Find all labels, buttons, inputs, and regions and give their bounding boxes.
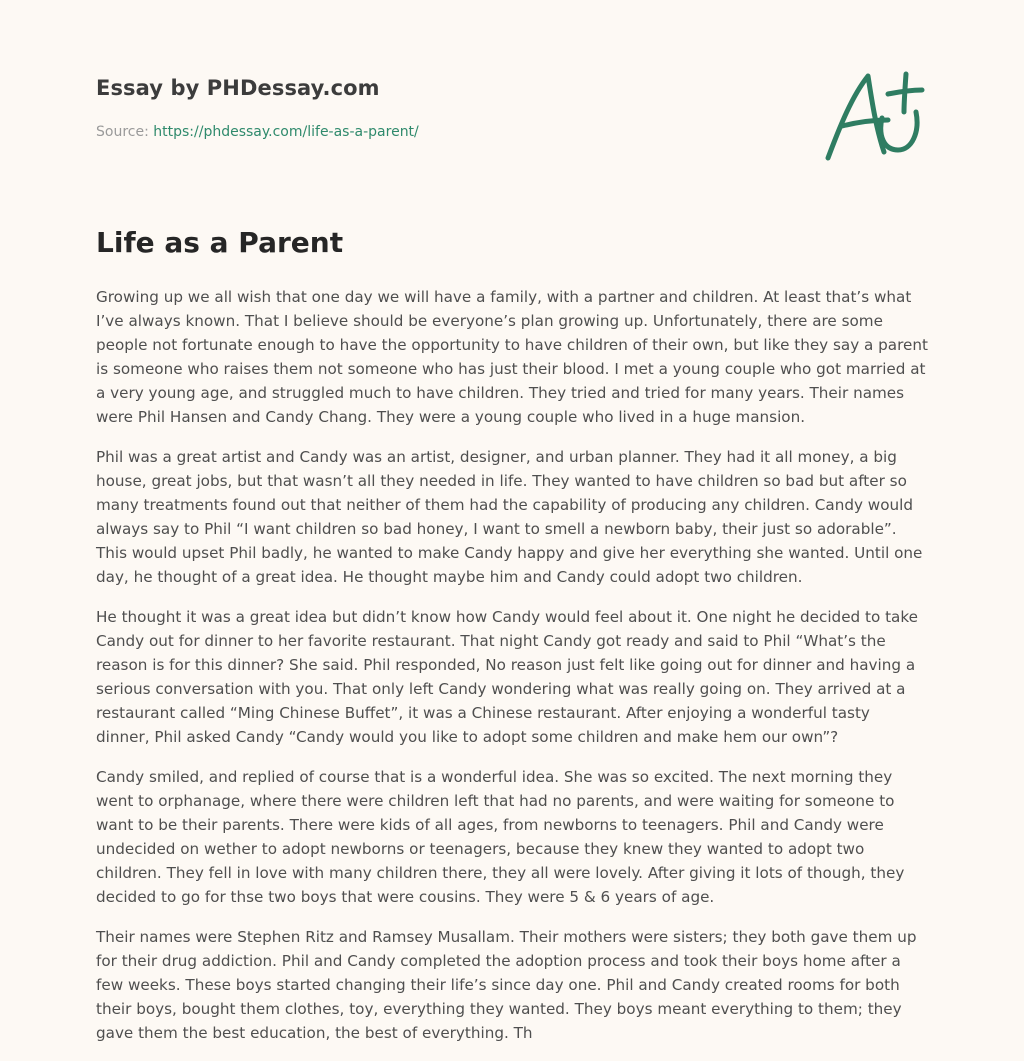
a-plus-logo-icon bbox=[818, 66, 930, 166]
source-line bbox=[96, 124, 419, 140]
essay-paragraph: Candy smiled, and replied of course that is a wonderful idea. She was so excited. The next morning they went to orphanage, where there were children left that had no parents, and were waiting for someone to want to be their parents. There were kids of all ages, from newborns to teenagers. Phil and Candy were undecided on wether to adopt newborns or teenagers, because they knew they wanted to adopt two children. They fell in love with many children there, they all were lovely. After giving it lots of though, they decided to go for thse two boys that were cousins. They were 5 & 6 years of age. bbox=[96, 768, 905, 906]
source-link[interactable]: https://phdessay.com/life-as-a-parent/ bbox=[153, 124, 419, 140]
essay-title: Life as a Parent bbox=[96, 226, 344, 259]
essay-paragraph: Their names were Stephen Ritz and Ramsey Musallam. Their mothers were sisters; they both gave them up for their drug addiction. Phil and Candy completed the adoption process and took their boys home after a few weeks. These boys started changing their life’s since day one. Phil and Candy created rooms for both their boys, bought them clothes, toy, everything they wanted. They boys meant everything to them; they gave them the best education, the best of everything. Th bbox=[96, 928, 917, 1042]
essay-body bbox=[96, 285, 928, 1061]
source-label: Source: bbox=[96, 124, 149, 140]
essay-paragraph: He thought it was a great idea but didn’t know how Candy would feel about it. One night he decided to take Candy out for dinner to her favorite restaurant. That night Candy got ready and said to Phil “What’s the reason is for this dinner? She said. Phil responded, No reason just felt like going out for dinner and having a serious conversation with you. That only left Candy wondering what was really going on. They arrived at a restaurant called “Ming Chinese Buffet”, it was a Chinese restaurant. After enjoying a wonderful tasty dinner, Phil asked Candy “Candy would you like to adopt some children and make hem our own”? bbox=[96, 608, 918, 746]
brand-title: Essay by PHDessay.com bbox=[96, 76, 380, 100]
essay-paragraph: Growing up we all wish that one day we will have a family, with a partner and children. At least that’s what I’ve always known. That I believe should be everyone’s plan growing up. Unfortunately, there are some people not fortunate enough to have the opportunity to have children of their own, but like they say a parent is someone who raises them not someone who has just their blood. I met a young couple who got married at a very young age, and struggled much to have children. They tried and tried for many years. Their names were Phil Hansen and Candy Chang. They were a young couple who lived in a huge mansion. bbox=[96, 288, 928, 426]
essay-paragraph: Phil was a great artist and Candy was an artist, designer, and urban planner. They had it all money, a big house, great jobs, but that wasn’t all they needed in life. They wanted to have children so bad but after so many treatments found out that neither of them had the capability of producing any children. Candy would always say to Phil “I want children so bad honey, I want to smell a newborn baby, their just so adorable”. This would upset Phil badly, he wanted to make Candy happy and give her everything she wanted. Until one day, he thought of a great idea. He thought maybe him and Candy could adopt two children. bbox=[96, 448, 923, 586]
